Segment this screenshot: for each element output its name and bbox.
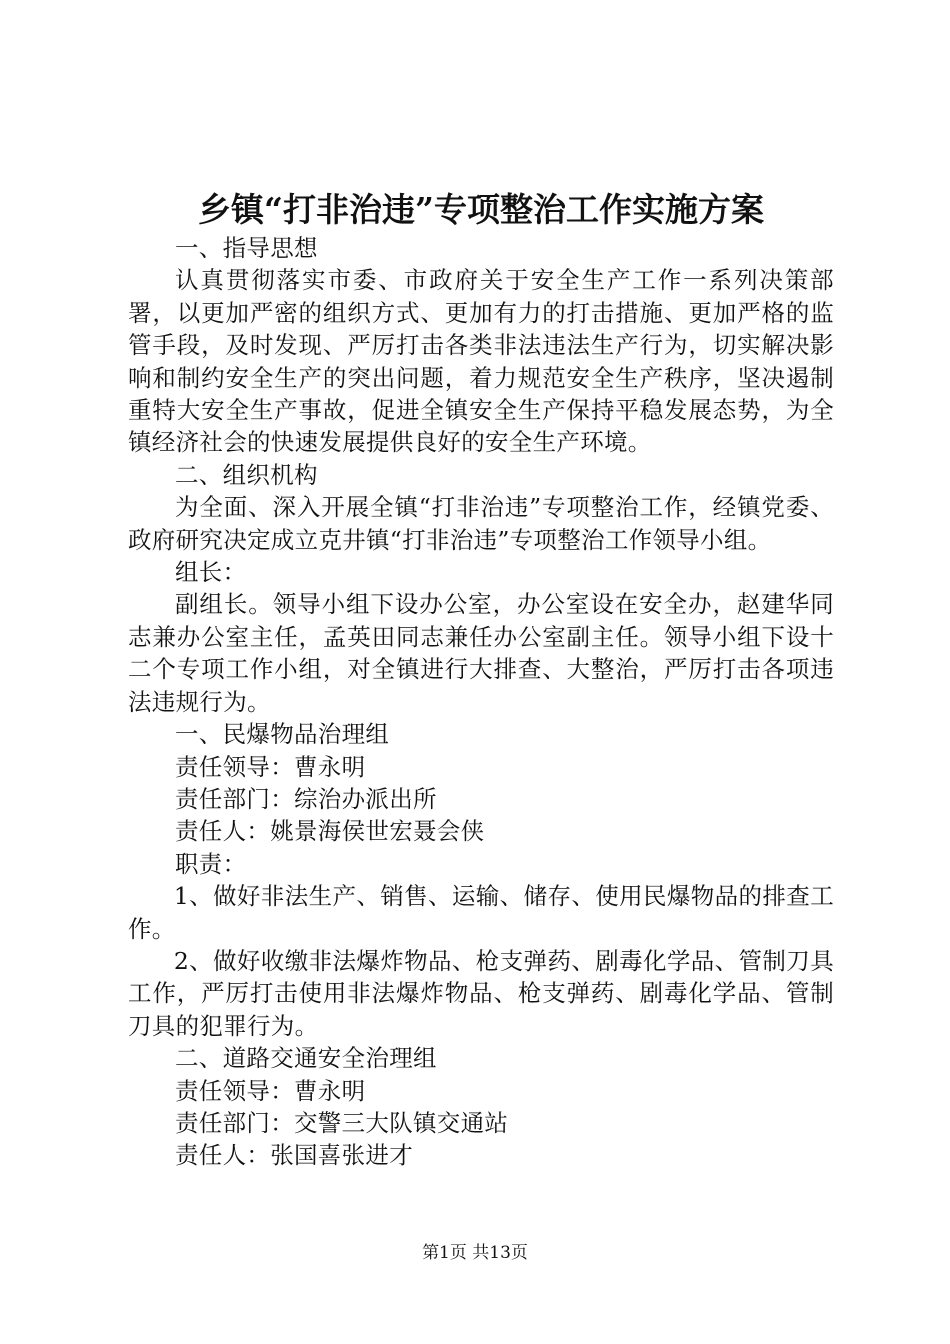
paragraph: 认真贯彻落实市委、市政府关于安全生产工作一系列决策部署，以更加严密的组织方式、更加有力的打击措施、更加严格的监管手段，及时发现、严厉打击各类非法违法生产行为，切实解决影响和制约安全生产的突出问题，着力规范安全生产秩序，坚决遏制重特大安全生产事故，促进全镇安全生产保持平稳发展态势，为全镇经济社会的快速发展提供良好的安全生产环境。 — [128, 266, 834, 457]
paragraph: 职责： — [175, 849, 247, 878]
paragraph: 责任人：姚景海侯世宏聂会侠 — [175, 817, 485, 846]
document-page — [128, 0, 834, 1344]
document-title: 乡镇“打非治违”专项整治工作实施方案 — [198, 190, 764, 229]
paragraph: 2、做好收缴非法爆炸物品、枪支弹药、剧毒化学品、管制刀具工作，严厉打击使用非法爆炸物品、枪支弹药、剧毒化学品、管制刀具的犯罪行为。 — [128, 946, 834, 1040]
paragraph: 责任领导：曹永明 — [175, 752, 366, 781]
paragraph: 责任部门：综治办派出所 — [175, 784, 437, 813]
document-body — [128, 232, 834, 1172]
paragraph: 责任人：张国喜张进才 — [175, 1141, 413, 1170]
section-heading: 一、指导思想 — [175, 234, 318, 262]
paragraph: 责任部门：交警三大队镇交通站 — [175, 1108, 509, 1137]
section-heading: 二、道路交通安全治理组 — [175, 1044, 437, 1073]
paragraph: 副组长。领导小组下设办公室，办公室设在安全办，赵建华同志兼办公室主任，孟英田同志兼任办公室副主任。领导小组下设十二个专项工作小组，对全镇进行大排查、大整治，严厉打击各项违法违规行为。 — [128, 590, 834, 716]
section-heading: 二、组织机构 — [175, 460, 318, 489]
section-heading: 一、民爆物品治理组 — [175, 720, 390, 749]
paragraph: 责任领导：曹永明 — [175, 1076, 366, 1105]
paragraph: 1、做好非法生产、销售、运输、储存、使用民爆物品的排查工作。 — [128, 882, 834, 943]
paragraph: 组长： — [175, 558, 247, 587]
page-footer: 第1页 共13页 — [422, 1243, 528, 1263]
paragraph: 为全面、深入开展全镇“打非治违”专项整治工作，经镇党委、政府研究决定成立克井镇“打非治违”专项整治工作领导小组。 — [128, 493, 834, 554]
